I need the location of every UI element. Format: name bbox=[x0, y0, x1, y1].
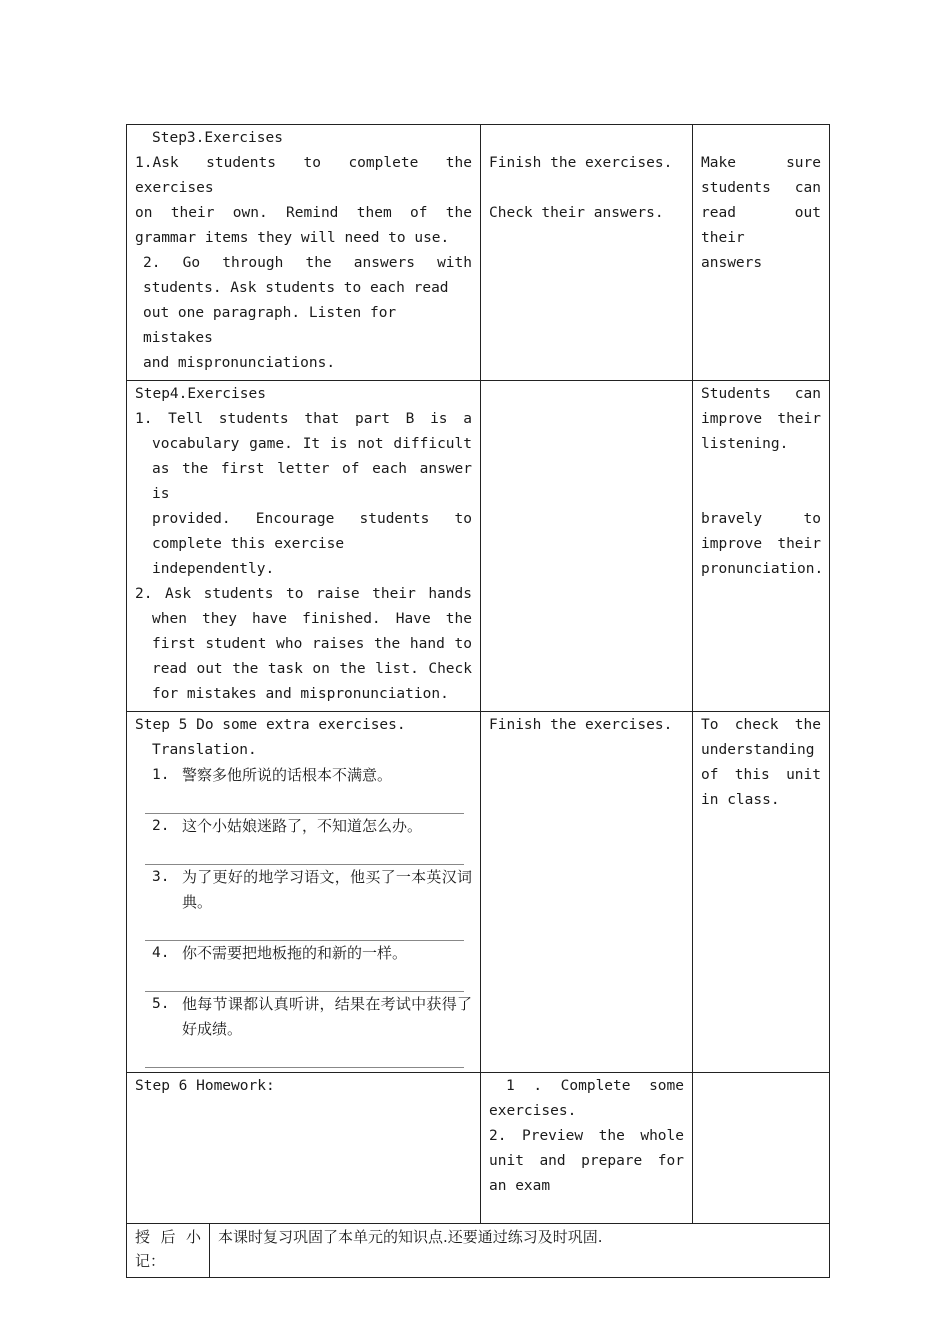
translation-num-5: 5. bbox=[152, 996, 170, 1012]
answer-blank-3[interactable] bbox=[145, 915, 464, 941]
step4-item1-line5: complete this exercise independently. bbox=[152, 536, 345, 577]
summary-table bbox=[126, 1223, 830, 1278]
translation-text-4: 你不需要把地板拖的和新的一样。 bbox=[182, 944, 408, 962]
step3-purpose-line3: read out their bbox=[701, 205, 821, 246]
summary-row bbox=[127, 1224, 830, 1278]
step3-item2-line2: students. Ask students to each read bbox=[143, 280, 449, 296]
answer-blank-4[interactable] bbox=[145, 966, 464, 992]
step4-purpose-line1: Students can bbox=[701, 386, 821, 402]
step5-title: Step 5 Do some extra exercises. bbox=[135, 717, 406, 733]
summary-label-line1: 授 后 小 bbox=[135, 1228, 201, 1246]
step3-purpose-line1: Make sure bbox=[701, 155, 821, 171]
translation-text-2: 这个小姑娘迷路了，不知道怎么办。 bbox=[182, 817, 423, 835]
step4-purpose-line2: improve their bbox=[701, 411, 821, 427]
step5-purpose-line2: understanding bbox=[701, 742, 815, 758]
answer-blank-5[interactable] bbox=[145, 1042, 464, 1068]
step3-item1-line2: on their own. Remind them of the bbox=[135, 205, 472, 221]
translation-num-1: 1. bbox=[152, 767, 170, 783]
step3-student-line2: Check their answers. bbox=[489, 205, 664, 221]
answer-blank-2[interactable] bbox=[145, 839, 464, 865]
step4-item2-line3: first student who raises the hand to bbox=[152, 636, 472, 652]
step4-purpose-line4: bravely to bbox=[701, 511, 821, 527]
step5-student-cell bbox=[481, 712, 693, 1073]
step4-purpose-line5: improve their bbox=[701, 536, 821, 552]
step4-item2-line1: 2. Ask students to raise their hands bbox=[135, 586, 472, 602]
summary-text-cell bbox=[210, 1224, 830, 1278]
step4-item2-line4: read out the task on the list. Check bbox=[152, 661, 472, 677]
translation-num-2: 2. bbox=[152, 818, 170, 834]
translation-text-3: 为了更好的地学习语文，他买了一本英汉词典。 bbox=[182, 868, 472, 911]
lesson-plan-table bbox=[126, 124, 830, 1224]
translation-item-5 bbox=[135, 992, 472, 1042]
step3-item1-line3: grammar items they will need to use. bbox=[135, 230, 450, 246]
translation-text-5: 他每节课都认真听讲，结果在考试中获得了好成绩。 bbox=[182, 995, 472, 1038]
summary-text: 本课时复习巩固了本单元的知识点.还要通过练习及时巩固. bbox=[218, 1228, 603, 1246]
lesson-plan-sheet bbox=[126, 124, 829, 1278]
step6-student-cell bbox=[481, 1073, 693, 1224]
translation-num-3: 3. bbox=[152, 869, 170, 885]
step3-item1-line1: 1.Ask students to complete the exercises bbox=[135, 155, 472, 196]
step4-title: Step4.Exercises bbox=[135, 386, 266, 402]
translation-item-2 bbox=[135, 814, 472, 839]
step4-purpose-line3: listening. bbox=[701, 436, 789, 452]
step3-purpose-cell bbox=[693, 125, 830, 381]
step5-student-line1: Finish the exercises. bbox=[489, 717, 673, 733]
step6-student-line3: 2. Preview the whole bbox=[489, 1128, 684, 1144]
translation-item-1 bbox=[135, 763, 472, 788]
step4-student-cell bbox=[481, 381, 693, 712]
step4-item2-line2: when they have finished. Have the bbox=[152, 611, 472, 627]
step3-item2-line1: 2. Go through the answers with bbox=[143, 255, 472, 271]
step3-item2-line4: and mispronunciations. bbox=[143, 355, 336, 371]
step5-teacher-cell bbox=[127, 712, 481, 1073]
step6-student-line2: exercises. bbox=[489, 1103, 577, 1119]
step5-purpose-line1: To check the bbox=[701, 717, 821, 733]
step4-row bbox=[127, 381, 830, 712]
answer-blank-1[interactable] bbox=[145, 788, 464, 814]
step4-item1-line2: vocabulary game. It is not difficult bbox=[152, 436, 472, 452]
step3-student-line1: Finish the exercises. bbox=[489, 155, 673, 171]
step6-student-line1: 1 . Complete some bbox=[506, 1078, 684, 1094]
summary-label-cell bbox=[127, 1224, 210, 1278]
step5-row bbox=[127, 712, 830, 1073]
step6-student-line4: unit and prepare for bbox=[489, 1153, 684, 1169]
translation-item-3 bbox=[135, 865, 472, 915]
step4-item1-line3: as the first letter of each answer is bbox=[152, 461, 472, 502]
step4-purpose-cell bbox=[693, 381, 830, 712]
translation-text-1: 警察多他所说的话根本不满意。 bbox=[182, 766, 393, 784]
step5-purpose-cell bbox=[693, 712, 830, 1073]
step3-item2-line3: out one paragraph. Listen for mistakes bbox=[143, 305, 397, 346]
step6-student-line5: an exam bbox=[489, 1178, 551, 1194]
step3-row bbox=[127, 125, 830, 381]
step5-purpose-line4: in class. bbox=[701, 792, 780, 808]
step3-title: Step3.Exercises bbox=[152, 130, 283, 146]
step4-item1-line4: provided. Encourage students to bbox=[152, 511, 472, 527]
summary-label-line2: 记： bbox=[135, 1252, 166, 1270]
step6-purpose-cell bbox=[693, 1073, 830, 1224]
step5-purpose-line3: of this unit bbox=[701, 767, 821, 783]
step4-purpose-line6: pronunciation. bbox=[701, 561, 824, 577]
step6-teacher-cell bbox=[127, 1073, 481, 1224]
step3-purpose-line4: answers bbox=[701, 255, 763, 271]
step5-subtitle: Translation. bbox=[152, 742, 257, 758]
translation-num-4: 4. bbox=[152, 945, 170, 961]
step4-item1-line1: 1. Tell students that part B is a bbox=[135, 411, 472, 427]
step4-item2-line5: for mistakes and mispronunciation. bbox=[152, 686, 449, 702]
step6-title: Step 6 Homework: bbox=[135, 1078, 275, 1094]
translation-item-4 bbox=[135, 941, 472, 966]
step4-teacher-cell bbox=[127, 381, 481, 712]
step3-teacher-cell bbox=[127, 125, 481, 381]
step3-student-cell bbox=[481, 125, 693, 381]
step6-row bbox=[127, 1073, 830, 1224]
step3-purpose-line2: students can bbox=[701, 180, 821, 196]
